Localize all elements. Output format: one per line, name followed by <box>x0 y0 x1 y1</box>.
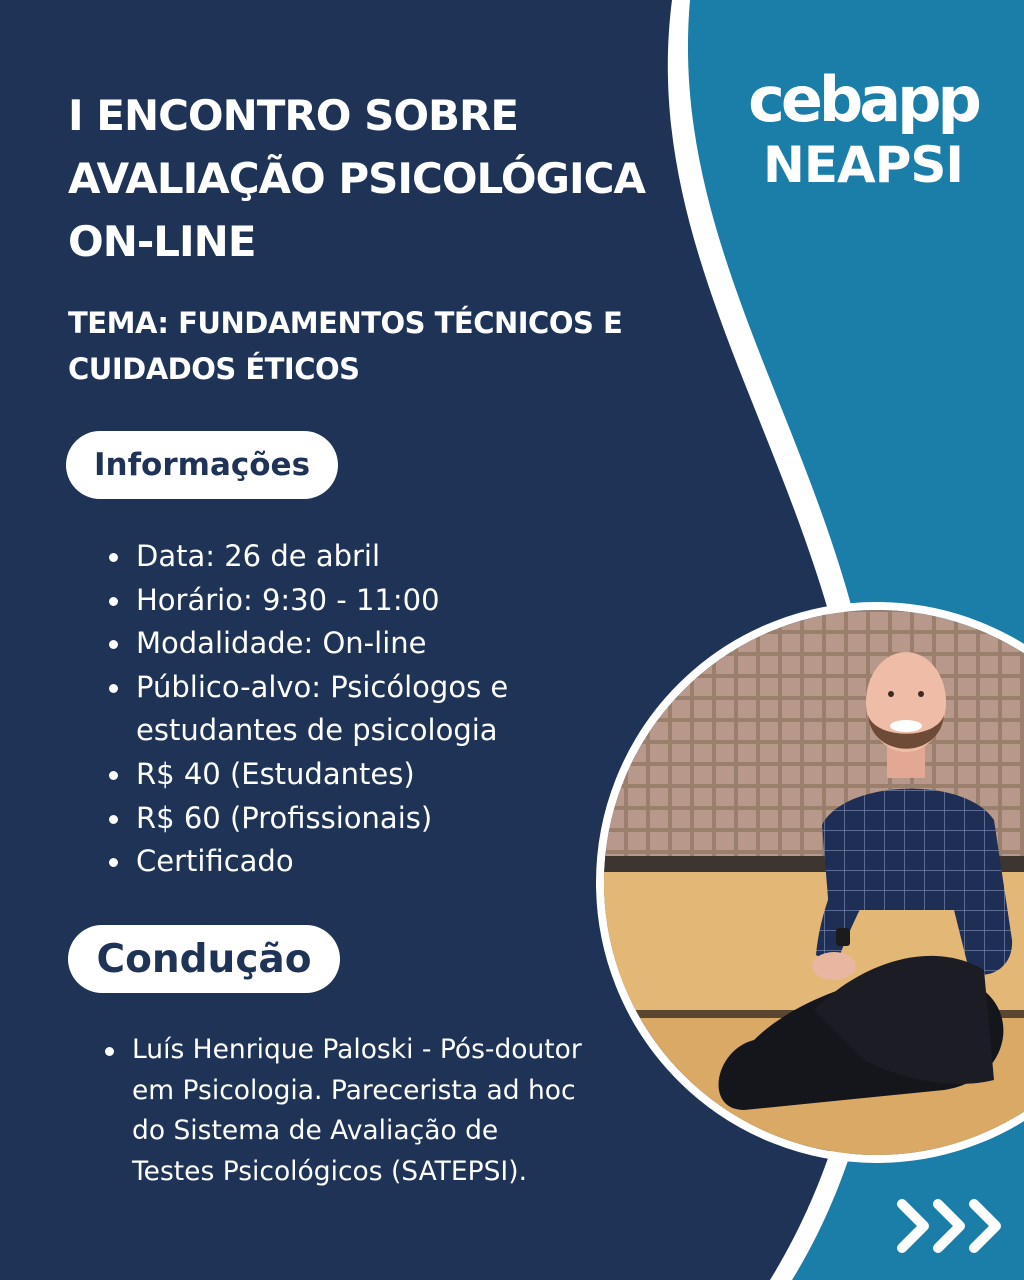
conducao-list <box>102 1030 582 1192</box>
event-title-line: I ENCONTRO SOBRE <box>68 91 519 140</box>
event-title-line: AVALIAÇÃO PSICOLÓGICA <box>68 154 645 203</box>
info-list-item: Público-alvo: Psicólogos e estudantes de psicologia <box>106 666 576 753</box>
info-heading-badge: Informações <box>66 431 338 499</box>
info-list <box>106 535 576 884</box>
event-title-line: ON-LINE <box>68 217 256 266</box>
info-list-item: R$ 40 (Estudantes) <box>106 753 576 797</box>
event-theme-line: CUIDADOS ÉTICOS <box>68 352 360 386</box>
logo-sub-text: NEAPSI <box>763 136 963 194</box>
logo-brand-text: cebapp <box>748 63 978 136</box>
info-list-item: Certificado <box>106 840 576 884</box>
triple-chevron-right-icon[interactable] <box>896 1196 1006 1256</box>
info-list-item: R$ 60 (Profissionais) <box>106 797 576 841</box>
event-theme-line: TEMA: FUNDAMENTOS TÉCNICOS E <box>68 306 623 340</box>
conducao-heading-badge: Condução <box>68 925 340 993</box>
info-list-item: Modalidade: On-line <box>106 622 576 666</box>
brand-logo <box>728 63 998 196</box>
event-theme <box>68 300 622 392</box>
event-title <box>68 84 645 273</box>
conducao-list-item: Luís Henrique Paloski - Pós-doutor em Psicologia. Parecerista ad hoc do Sistema de Avaliação de Testes Psicológicos (SATEPSI). <box>102 1030 582 1192</box>
info-list-item: Horário: 9:30 - 11:00 <box>106 579 576 623</box>
info-list-item: Data: 26 de abril <box>106 535 576 579</box>
